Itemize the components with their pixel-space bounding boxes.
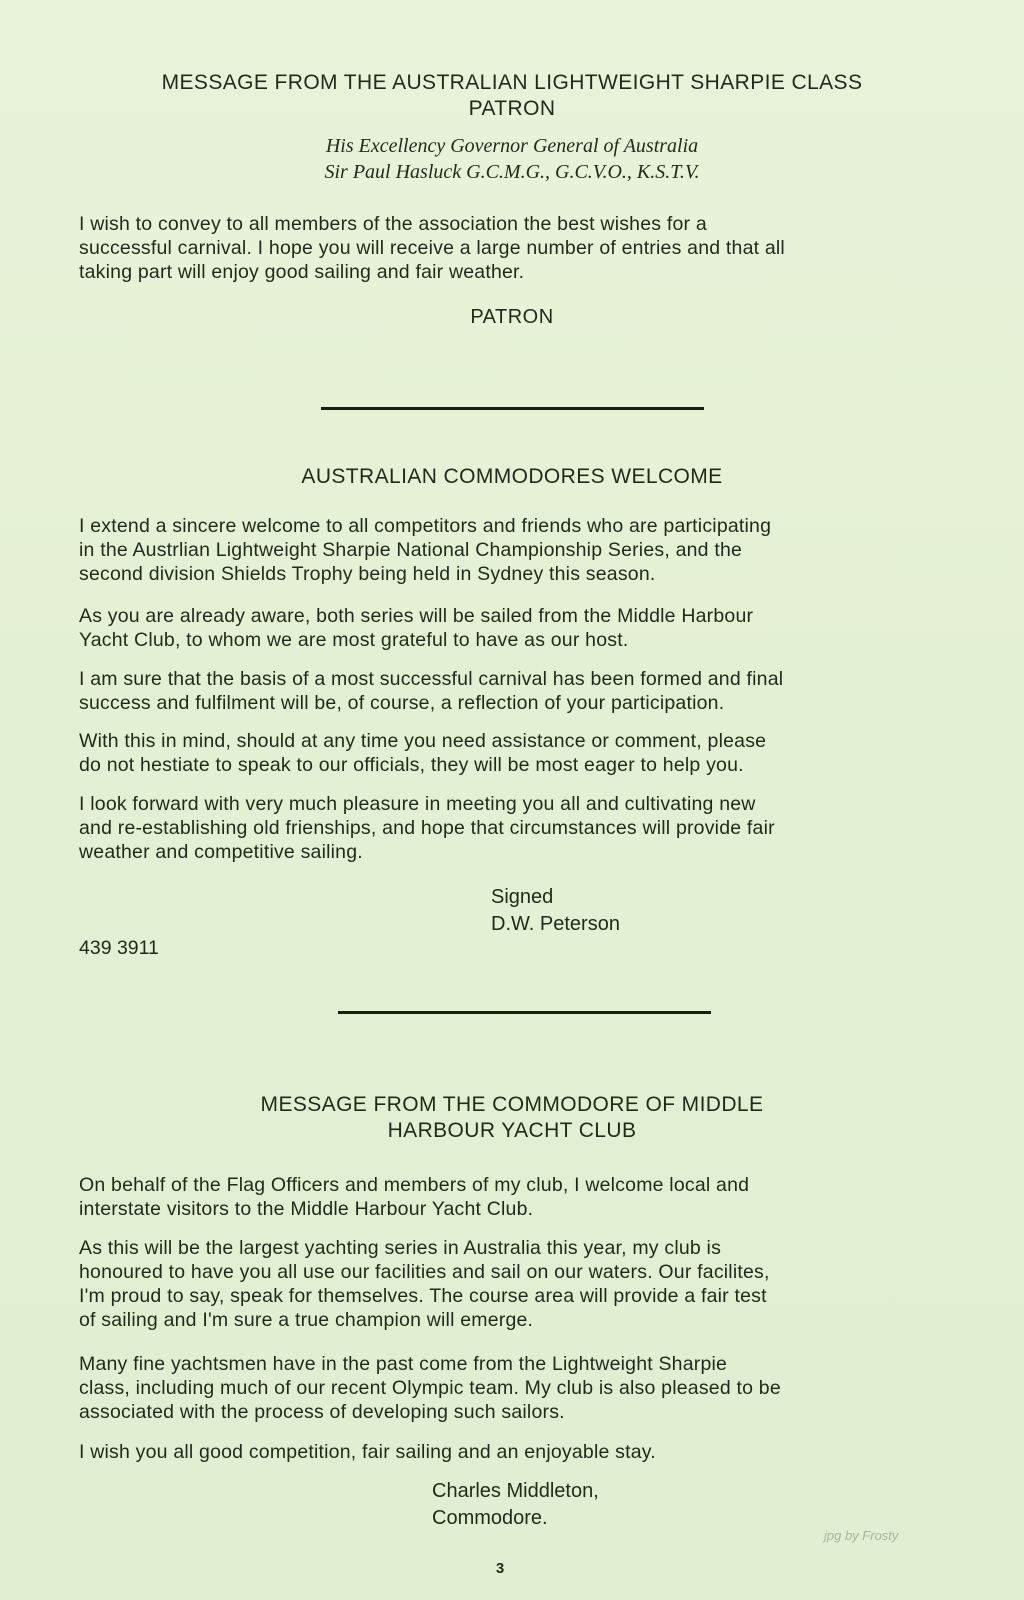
paragraph-line: On behalf of the Flag Officers and members of my club, I welcome local and — [79, 1174, 750, 1196]
patron-heading-line-1: MESSAGE FROM THE AUSTRALIAN LIGHTWEIGHT SHARPIE CLASS — [161, 71, 863, 94]
paragraph-line: second division Shields Trophy being held in Sydney this season. — [79, 563, 656, 585]
patron-message-line: I wish to convey to all members of the association the best wishes for a — [79, 213, 707, 235]
commodores-signature — [491, 884, 620, 938]
mhyc-paragraph — [79, 1173, 939, 1221]
paragraph-line: Many fine yachtsmen have in the past come from the Lightweight Sharpie — [79, 1353, 728, 1375]
paragraph-line: I am sure that the basis of a most successful carnival has been formed and final — [79, 668, 784, 690]
patron-subtitle-line-2: Sir Paul Hasluck G.C.M.G., G.C.V.O., K.S.T.V. — [324, 161, 700, 183]
signature-line: Charles Middleton, — [432, 1480, 599, 1502]
paragraph-line: weather and competitive sailing. — [79, 841, 363, 863]
commodores-paragraph — [79, 792, 939, 864]
commodores-paragraph — [79, 729, 939, 777]
paragraph-line: Yacht Club, to whom we are most grateful to have as our host. — [79, 629, 629, 651]
paragraph-line: in the Austrlian Lightweight Sharpie National Championship Series, and the — [79, 539, 743, 561]
paragraph-line: I extend a sincere welcome to all competitors and friends who are participating — [79, 515, 772, 537]
patron-signoff: PATRON — [470, 306, 554, 328]
paragraph-line: associated with the process of developing such sailors. — [79, 1401, 565, 1423]
paragraph-line: of sailing and I'm sure a true champion will emerge. — [79, 1309, 534, 1331]
paragraph-line: do not hestiate to speak to our officials, they will be most eager to help you. — [79, 754, 744, 776]
patron-heading — [0, 70, 1024, 122]
patron-heading-line-2: PATRON — [468, 97, 556, 120]
mhyc-heading-line-2: HARBOUR YACHT CLUB — [387, 1119, 637, 1142]
paragraph-line: As this will be the largest yachting series in Australia this year, my club is — [79, 1237, 722, 1259]
patron-message — [79, 212, 939, 284]
page-number: 3 — [495, 1560, 505, 1577]
patron-subtitle-line-1: His Excellency Governor General of Australia — [325, 135, 699, 157]
paragraph-line: I'm proud to say, speak for themselves. The course area will provide a fair test — [79, 1285, 767, 1307]
paragraph-line: I wish you all good competition, fair sailing and an enjoyable stay. — [79, 1441, 656, 1463]
commodores-heading: AUSTRALIAN COMMODORES WELCOME — [301, 465, 723, 488]
signature-line: Signed — [491, 886, 554, 908]
paragraph-line: interstate visitors to the Middle Harbour Yacht Club. — [79, 1198, 534, 1220]
watermark: jpg by Frosty — [824, 1528, 899, 1543]
mhyc-paragraph — [79, 1352, 939, 1424]
mhyc-heading-line-1: MESSAGE FROM THE COMMODORE OF MIDDLE — [260, 1093, 764, 1116]
commodores-paragraph — [79, 604, 939, 652]
mhyc-heading — [0, 1092, 1024, 1144]
patron-message-line: successful carnival. I hope you will receive a large number of entries and that all — [79, 237, 785, 259]
section-divider — [338, 1011, 711, 1014]
patron-subtitle — [0, 133, 1024, 185]
commodores-paragraph — [79, 667, 939, 715]
mhyc-paragraph — [79, 1440, 939, 1464]
section-divider — [321, 407, 704, 410]
mhyc-paragraph — [79, 1236, 939, 1332]
paragraph-line: With this in mind, should at any time you need assistance or comment, please — [79, 730, 767, 752]
phone-number: 439 3911 — [79, 937, 159, 959]
commodores-paragraph — [79, 514, 939, 586]
paragraph-line: and re-establishing old frienships, and hope that circumstances will provide fair — [79, 817, 775, 839]
paragraph-line: honoured to have you all use our facilities and sail on our waters. Our facilites, — [79, 1261, 770, 1283]
paragraph-line: class, including much of our recent Olympic team. My club is also pleased to be — [79, 1377, 781, 1399]
paragraph-line: success and fulfilment will be, of course, a reflection of your participation. — [79, 692, 725, 714]
mhyc-signature — [432, 1478, 599, 1532]
signature-line: D.W. Peterson — [491, 913, 620, 935]
patron-message-line: taking part will enjoy good sailing and fair weather. — [79, 261, 525, 283]
paragraph-line: As you are already aware, both series will be sailed from the Middle Harbour — [79, 605, 754, 627]
paragraph-line: I look forward with very much pleasure in meeting you all and cultivating new — [79, 793, 756, 815]
signature-line: Commodore. — [432, 1507, 548, 1529]
